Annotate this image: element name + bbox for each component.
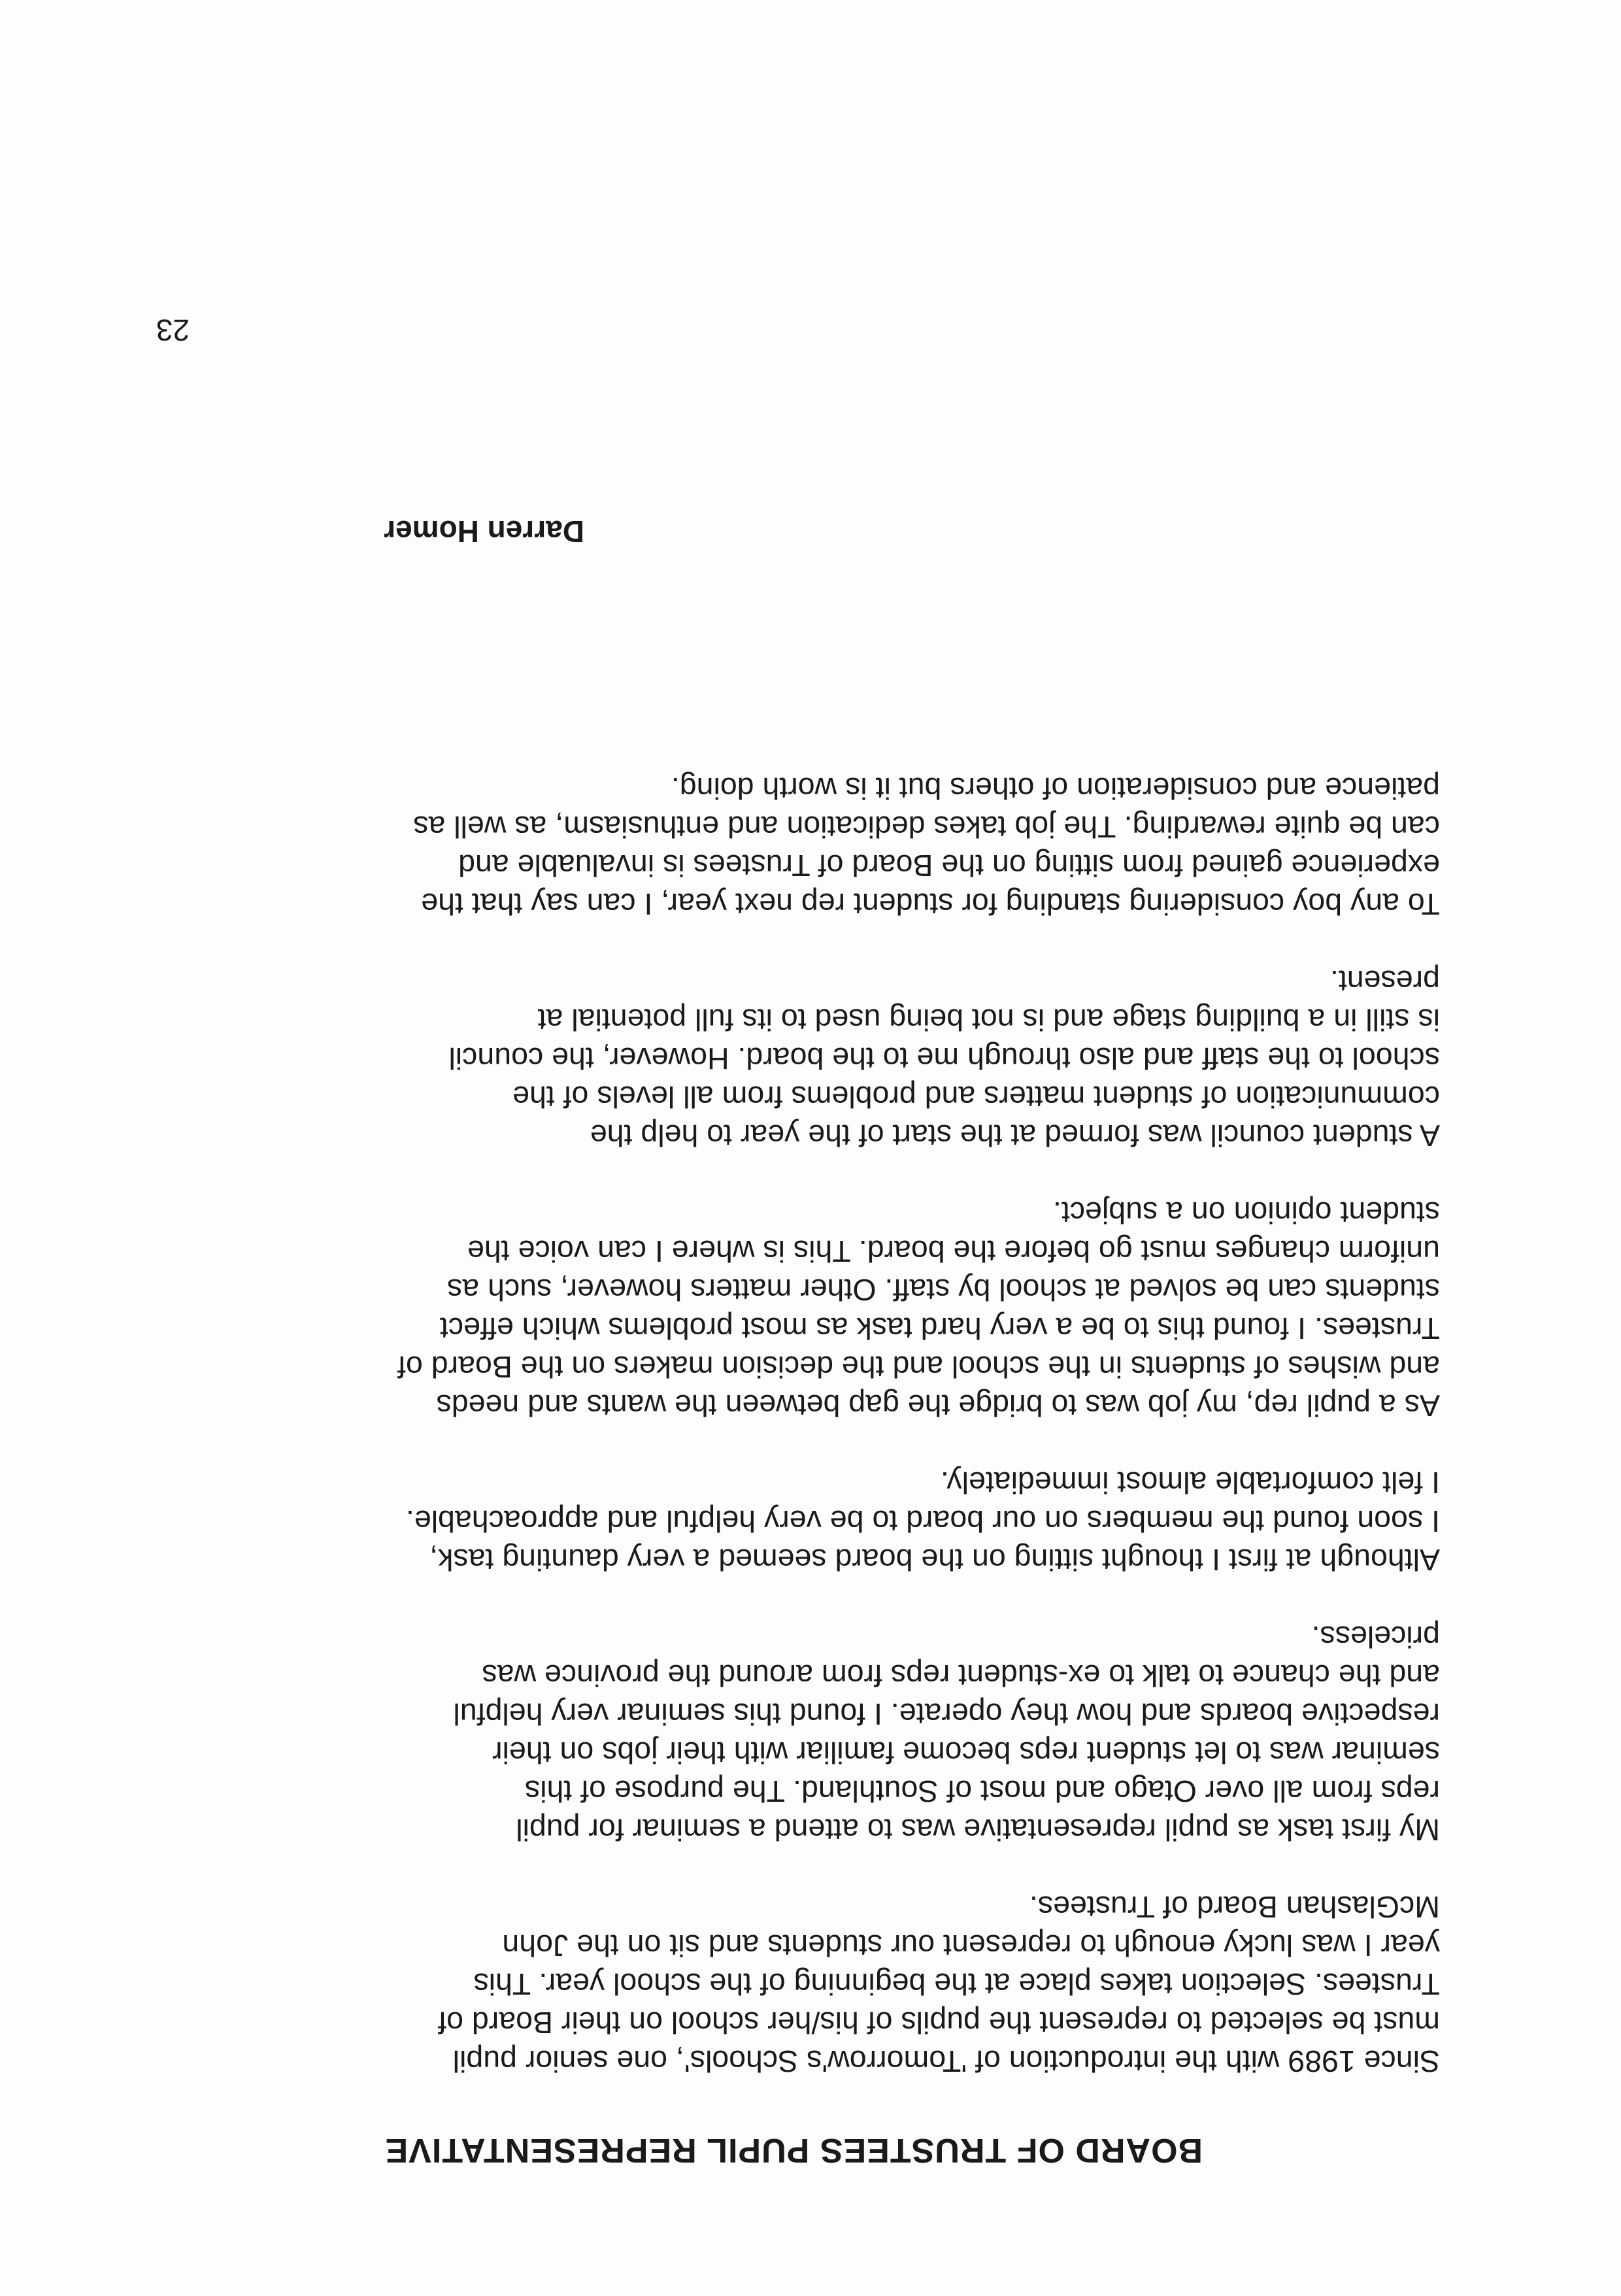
paragraph: A student council was formed at the start of the year to help the communication of student matters and problems from all levels of the school to the staff and also through me to the board. However, the council is still in a building stage and is not being used to its full potential at present. — [448, 964, 1440, 1153]
author-signature: Darren Homer — [384, 515, 584, 549]
paragraph: As a pupil rep, my job was to bridge the gap between the wants and needs and wishes of students in the school and the decision makers on the Board of Trustees. I found this to be a very hard task as most problems which effect students can be solved at school by staff. Other matters however, such as uniform changes must go before the board. This is where I can voice the student opinion on a subject. — [397, 1196, 1440, 1423]
paragraph: Although at first I thought sitting on the board seemed a very daunting task, I soon found the members on our board to be very helpful and approachable. I felt comfortable almost immediately. — [405, 1466, 1440, 1577]
paragraph: To any boy considering standing for student rep next year, I can say that the experience gained from sitting on the Board of Trustees is invaluable and can be quite rewarding. The job takes dedication and enthusiasm, as well as patience and consideration of others but it is worth doing. — [413, 771, 1440, 921]
paragraph: My first task as pupil representative was to attend a seminar for pupil reps from all over Otago and most of Southland. The purpose of this seminar was to let student reps become familiar with their jobs on their respective boards and how they operate. I found this seminar very helpful and the chance to talk to ex-student reps from around the province was priceless. — [453, 1620, 1440, 1847]
body-text — [159, 730, 1440, 2080]
page-title: BOARD OF TRUSTEES PUPIL REPRESENTATIVE — [384, 2131, 1203, 2169]
paragraph: Since 1989 with the introduction of 'Tomorrow's Schools', one senior pupil must be selected to represent the pupils of his/her school on their Board of Trustees. Selection takes place at the beginning of the school year. This year I was lucky enough to represent our students and sit on the John McGlashan Board of Trustees. — [438, 1890, 1440, 2078]
page-number: 23 — [156, 313, 190, 347]
